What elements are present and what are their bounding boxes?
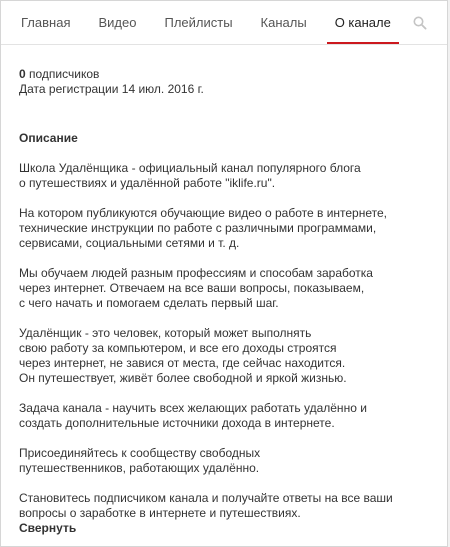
description-paragraph [19,206,429,251]
description-line: Становитесь подписчиком канала и получайте ответы на все ваши [19,491,393,505]
description-line: Присоединяйтесь к сообществу свободных [19,446,261,460]
description-line: Удалёнщик - это человек, который может выполнять [19,326,312,340]
description-line: с чего начать и помогаем сделать первый шаг. [19,296,279,310]
description-line: свою работу за компьютером, и все его доходы строятся [19,341,337,355]
tab-channels[interactable]: Каналы [260,15,307,30]
search-icon[interactable] [407,1,437,44]
description-line: Он путешествует, живёт более свободной и яркой жизнью. [19,371,347,385]
description-title: Описание [19,131,78,145]
description-line: вопросы о заработке в интернете и путешествиях. [19,506,301,520]
tab-playlists[interactable]: Плейлисты [164,15,233,30]
tab-about[interactable]: О канале [321,1,405,44]
tab-videos[interactable]: Видео [98,15,137,30]
subscribers [19,67,429,82]
description-line: На котором публикуются обучающие видео о работе в интернете, [19,206,388,220]
channel-tabs [1,1,447,45]
description-line: путешественников, работающих удалённо. [19,461,260,475]
description-line: Мы обучаем людей разным профессиям и способам заработка [19,266,373,280]
description-line: через интернет. Отвечаем на все ваши вопросы, показываем, [19,281,365,295]
description-text [19,161,429,521]
description-paragraph [19,401,429,431]
description-line: технические инструкции по работе с различными программами, [19,221,377,235]
description-line: Задача канала - научить всех желающих работать удалённо и [19,401,367,415]
about-content [19,67,429,536]
tab-home[interactable]: Главная [21,15,71,30]
description-line: сервисами, социальными сетями и т. д. [19,236,240,250]
description-paragraph [19,326,429,386]
description-paragraph [19,446,429,476]
description-line: Школа Удалёнщика - официальный канал популярного блога [19,161,361,175]
description-paragraph [19,491,429,521]
registration-date: Дата регистрации 14 июл. 2016 г. [19,82,204,96]
collapse-button[interactable]: Свернуть [19,521,77,535]
description-paragraph [19,161,429,191]
subscribers-label: подписчиков [25,67,100,81]
description-line: о путешествиях и удалённой работе "iklife.ru". [19,176,276,190]
description-paragraph [19,266,429,311]
subscribers-count: 0 [19,67,26,81]
channel-stats [19,67,429,97]
description-line: создать дополнительные источники дохода в интернете. [19,416,335,430]
description-line: через интернет, не завися от места, где сейчас находится. [19,356,346,370]
